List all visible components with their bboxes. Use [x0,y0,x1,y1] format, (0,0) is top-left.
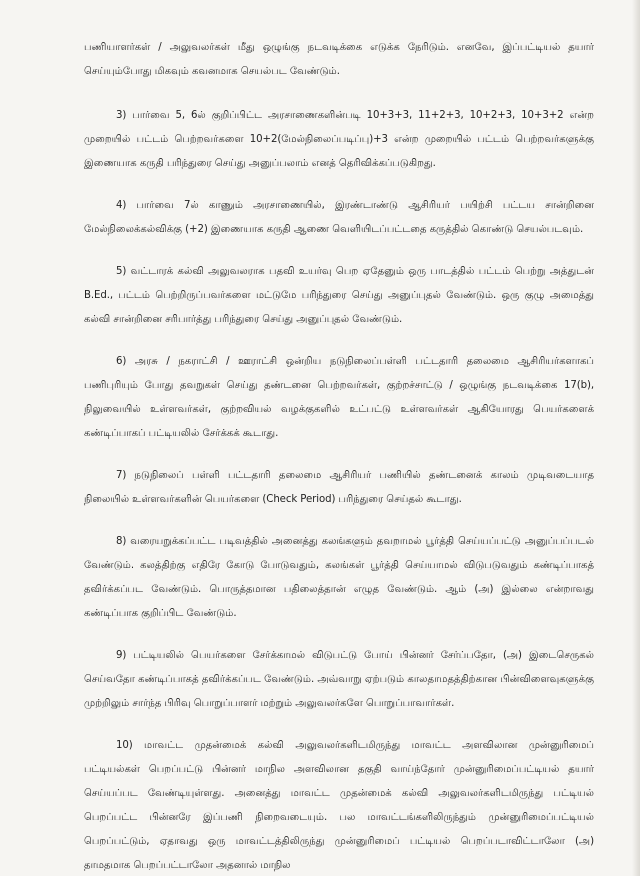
paragraph-5: 5) வட்டாரக் கல்வி அலுவலராக பதவி உயர்வு பெற ஏதேனும் ஒரு பாடத்தில் பட்டம் பெற்று அத்துடன் B.Ed., பட்டம் பெற்றிருப்பவர்களை மட்டுமே பரிந்துரை செய்து அனுப்புதல் வேண்டும். ஒரு குழு அமைத்து கல்வி சான்றினை சரிபார்த்து பரிந்துரை செய்து அனுப்புதல் வேண்டும். [84,266,594,325]
paragraph-4: 4) பார்வை 7ல் காணும் அரசாணையில், இரண்டாண்டு ஆசிரியர் பயிற்சி பட்டய சான்றினை மேல்நிலைக்கல்விக்கு (+2) இணையாக கருதி ஆணை வெளியிடப்பட்டதை கருத்தில் கொண்டு செயல்படவும். [84,200,594,235]
page-edge-shadow [632,0,640,876]
paragraph-6: 6) அரசு / நகராட்சி / ஊராட்சி ஒன்றிய நடுநிலைப்பள்ளி பட்டதாரி தலைமை ஆசிரியர்களாகப் பணிபுரியும் போது தவறுகள் செய்து தண்டனை பெற்றவர்கள், குற்றச்சாட்டு / ஒழுங்கு நடவடிக்கை 17(b), நிலுவையில் உள்ளவர்கள், குற்றவியல் வழக்குகளில் உட்பட்டு உள்ளவர்கள் ஆகியோரது பெயர்களைக் கண்டிப்பாகப் பட்டியலில் சேர்க்கக் கூடாது. [84,356,594,439]
paragraph-3: 3) பார்வை 5, 6ல் குறிப்பிட்ட அரசாணைகளின்படி 10+3+3, 11+2+3, 10+2+3, 10+3+2 என்ற முறையில் பட்டம் பெற்றவர்களை 10+2(மேல்நிலைப்படிப்பு)+3 என்ற முறையில் பட்டம் பெற்றவர்களுக்கு இணையாக கருதி பரிந்துரை செய்து அனுப்பலாம் எனத் தெரிவிக்கப்படுகிறது. [84,110,594,169]
paragraph-9: 9) பட்டியலில் பெயர்களை சேர்க்காமல் விடுபட்டு போய் பின்னர் சேர்ப்பதோ, (அ) இடைசெருகல் செய்வதோ கண்டிப்பாகத் தவிர்க்கப்பட வேண்டும். அவ்வாறு ஏற்படும் காலதாமதத்திற்கான பின்விளைவுகளுக்கு முற்றிலும் சார்ந்த பிரிவு பொறுப்பாளர் மற்றும் அலுவலர்களே பொறுப்பாவார்கள். [84,650,594,709]
paragraph-10: 10) மாவட்ட முதன்மைக் கல்வி அலுவலர்களிடமிருந்து மாவட்ட அளவிலான முன்னுரிமைப் பட்டியல்கள் பெறப்பட்டு பின்னர் மாநில அளவிலான தகுதி வாய்ந்தோர் முன்னுரிமைப்பட்டியல் தயார் செய்யப்பட வேண்டியுள்ளது. அனைத்து மாவட்ட முதன்மைக் கல்வி அலுவலர்களிடமிருந்து பட்டியல் பெறப்பட்ட பின்னரே இப்பணி நிறைவடையும். பல மாவட்டங்களிலிருந்தும் முன்னுரிமைப்பட்டியல் பெறப்பட்டும், ஏதாவது ஒரு மாவட்டத்திலிருந்து முன்னுரிமைப் பட்டியல் பெறப்படாவிட்டாலோ (அ) தாமதமாக பெறப்பட்டாலோ அதனால் மாநில [84,740,594,871]
paragraph-continuation: பணியாளர்கள் / அலுவலர்கள் மீது ஒழுங்கு நடவடிக்கை எடுக்க நேரிடும். எனவே, இப்பட்டியல் தயார் செய்யும்போது மிகவும் கவனமாக செயல்பட வேண்டும். [84,42,594,77]
paragraph-8: 8) வரையறுக்கப்பட்ட படிவத்தில் அனைத்து கலங்களும் தவறாமல் பூர்த்தி செய்யப்பட்டு அனுப்பப்படல் வேண்டும். கலத்திற்கு எதிரே கோடு போடுவதும், கலங்கள் பூர்த்தி செய்யாமல் விடுபடுவதும் கண்டிப்பாகத் தவிர்க்கப்பட வேண்டும். பொருத்தமான பதிலைத்தான் எழுத வேண்டும். ஆம் (அ) இல்லை என்றாவது கண்டிப்பாக குறிப்பிட வேண்டும். [84,536,594,619]
paragraph-7: 7) நடுநிலைப் பள்ளி பட்டதாரி தலைமை ஆசிரியர் பணியில் தண்டனைக் காலம் முடிவடையாத நிலையில் உள்ளவர்களின் பெயர்களை (Check Period) பரிந்துரை செய்தல் கூடாது. [84,470,594,505]
